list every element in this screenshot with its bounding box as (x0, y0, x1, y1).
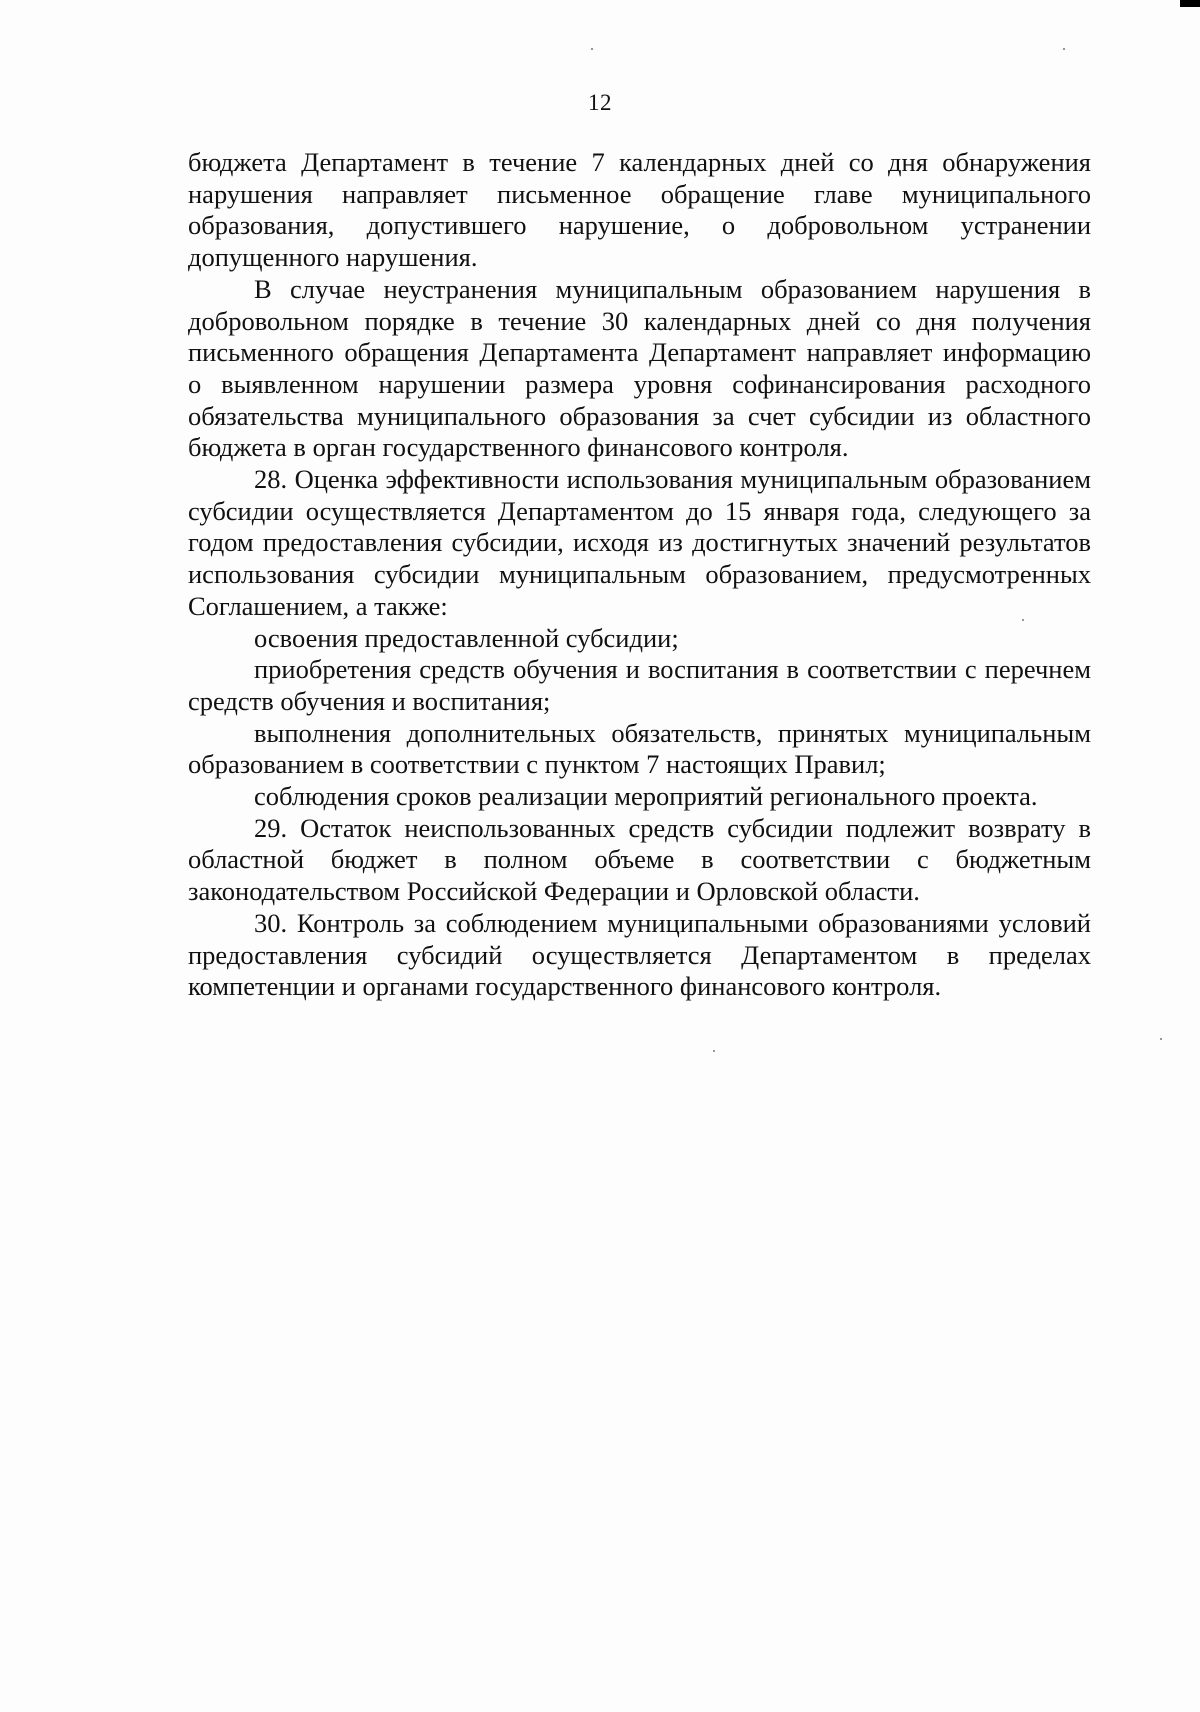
paragraph: бюджета Департамент в течение 7 календарных дней со дня обнаружения нарушения направляет письменное обращение главе муниципального образования, допустившего нарушение, о добровольном устранении допущенного нарушения. (188, 147, 1091, 273)
paragraph: освоения предоставленной субсидии; (254, 622, 679, 653)
paragraph: выполнения дополнительных обязательств, принятых муниципальным образованием в соответствии с пунктом 7 настоящих Правил; (188, 717, 1091, 780)
scan-speck (713, 1050, 715, 1052)
paragraph: В случае неустранения муниципальным образованием нарушения в добровольном порядке в течение 30 календарных дней со дня получения письменного обращения Департамента Департамент направляет информацию о выявленном нарушении размера уровня софинансирования расходного обязательства муниципального образования за счет субсидии из областного бюджета в орган государственного финансового контроля. (188, 273, 1091, 463)
scan-speck (591, 48, 593, 50)
page-number: 12 (588, 90, 612, 115)
paragraph: 30. Контроль за соблюдением муниципальными образованиями условий предоставления субсидий осуществляется Департаментом в пределах компетенции и органами государственного финансового контроля. (188, 907, 1091, 1002)
document-body (188, 147, 1091, 1003)
scan-edge-mark (1180, 0, 1200, 7)
paragraph: 28. Оценка эффективности использования муниципальным образованием субсидии осуществляется Департаментом до 15 января года, следующего за годом предоставления субсидии, исходя из достигнутых значений результатов использования субсидии муниципальным образованием, предусмотренных Соглашением, а также: (188, 464, 1091, 621)
scan-speck (1160, 1038, 1162, 1040)
paragraph: приобретения средств обучения и воспитания в соответствии с перечнем средств обучения и воспитания; (188, 654, 1091, 716)
paragraph: 29. Остаток неиспользованных средств субсидии подлежит возврату в областной бюджет в полном объеме в соответствии с бюджетным законодательством Российской Федерации и Орловской области. (188, 812, 1091, 907)
scan-speck (1063, 48, 1065, 50)
paragraph: соблюдения сроков реализации мероприятий регионального проекта. (254, 781, 1038, 812)
